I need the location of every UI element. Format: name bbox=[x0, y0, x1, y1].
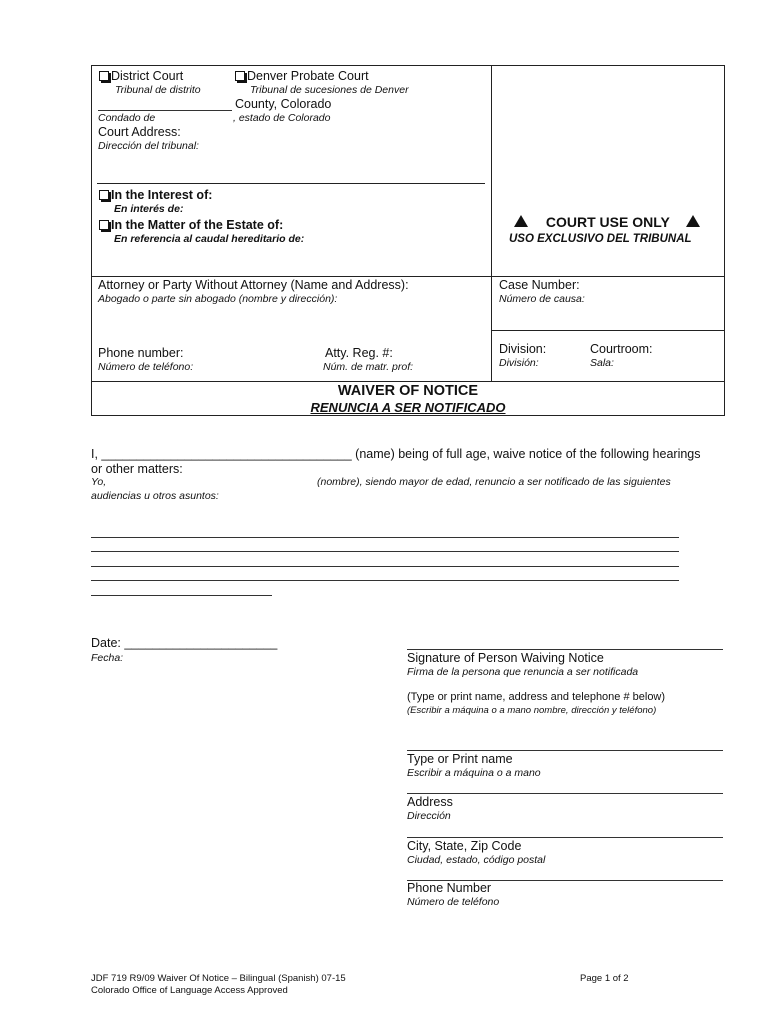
county-blank[interactable] bbox=[98, 110, 232, 111]
matter-estate-option[interactable] bbox=[99, 218, 283, 232]
court-use-label: COURT USE ONLY bbox=[545, 214, 670, 230]
court-address-label: Court Address: bbox=[98, 125, 181, 139]
county-colorado-label: County, Colorado bbox=[235, 97, 332, 111]
city-label: City, State, Zip Code bbox=[407, 839, 522, 853]
matters-line[interactable] bbox=[91, 566, 679, 567]
page-title: WAIVER OF NOTICE bbox=[337, 383, 479, 399]
in-interest-label-es: En interés de: bbox=[114, 203, 184, 215]
matter-estate-label: In the Matter of the Estate of: bbox=[111, 218, 284, 232]
phone-number-label: Phone Number bbox=[407, 881, 492, 895]
phone-label-es: Número de teléfono: bbox=[98, 361, 194, 373]
in-interest-checkbox[interactable] bbox=[99, 190, 109, 200]
caption-divider-case bbox=[491, 330, 725, 331]
atty-reg-label-es: Núm. de matr. prof: bbox=[323, 361, 414, 373]
attorney-label-es: Abogado o parte sin abogado (nombre y dirección): bbox=[98, 293, 338, 305]
division-label-es: División: bbox=[499, 357, 539, 369]
in-interest-label: In the Interest of: bbox=[111, 188, 213, 202]
caption-divider-attorney bbox=[91, 276, 725, 277]
print-name-line[interactable] bbox=[407, 750, 723, 751]
district-court-label: District Court bbox=[111, 69, 184, 83]
state-label-es: , estado de Colorado bbox=[233, 112, 331, 124]
address-label: Address bbox=[407, 795, 453, 809]
waiver-statement-es-a: Yo, bbox=[91, 476, 107, 488]
attorney-label: Attorney or Party Without Attorney (Name and Address): bbox=[98, 278, 409, 292]
matters-line[interactable] bbox=[91, 551, 679, 552]
print-name-label-es: Escribir a máquina o a mano bbox=[407, 767, 541, 779]
phone-number-label-es: Número de teléfono bbox=[407, 896, 500, 908]
matters-line[interactable] bbox=[91, 595, 272, 596]
signature-note-es: (Escribir a máquina o a mano nombre, dirección y teléfono) bbox=[407, 705, 657, 716]
date-field[interactable]: Date: ______________________ bbox=[91, 636, 278, 650]
caption-divider-interest bbox=[97, 183, 485, 184]
signature-note: (Type or print name, address and telephone # below) bbox=[407, 691, 666, 703]
denver-probate-option[interactable] bbox=[235, 69, 369, 83]
case-number-label: Case Number: bbox=[499, 278, 580, 292]
court-address-label-es: Dirección del tribunal: bbox=[98, 140, 199, 152]
district-court-label-es: Tribunal de distrito bbox=[115, 84, 201, 96]
address-label-es: Dirección bbox=[407, 810, 451, 822]
waiver-statement-es-b: (nombre), siendo mayor de edad, renuncio a ser notificado de las siguientes bbox=[317, 476, 671, 488]
triangle-up-icon bbox=[686, 215, 700, 227]
form-id: JDF 719 R9/09 Waiver Of Notice – Bilingual (Spanish) 07-15 bbox=[91, 973, 346, 984]
print-name-label: Type or Print name bbox=[407, 752, 513, 766]
city-label-es: Ciudad, estado, código postal bbox=[407, 854, 546, 866]
signature-label: Signature of Person Waiving Notice bbox=[407, 651, 604, 665]
waiver-statement-es-c: audiencias u otros asuntos: bbox=[91, 490, 219, 502]
district-court-checkbox[interactable] bbox=[99, 71, 109, 81]
county-label-es: Condado de bbox=[98, 112, 156, 124]
district-court-option[interactable] bbox=[99, 69, 183, 83]
atty-reg-label: Atty. Reg. #: bbox=[325, 346, 393, 360]
page-number: Page 1 of 2 bbox=[580, 973, 629, 984]
matter-estate-label-es: En referencia al caudal hereditario de: bbox=[114, 233, 305, 245]
signature-line[interactable] bbox=[407, 649, 723, 650]
court-use-heading bbox=[514, 214, 700, 230]
matters-line[interactable] bbox=[91, 537, 679, 538]
waiver-statement-cont: or other matters: bbox=[91, 462, 183, 476]
denver-probate-label-es: Tribunal de sucesiones de Denver bbox=[250, 84, 409, 96]
denver-probate-checkbox[interactable] bbox=[235, 71, 245, 81]
signature-label-es: Firma de la persona que renuncia a ser notificada bbox=[407, 666, 639, 678]
address-line[interactable] bbox=[407, 793, 723, 794]
courtroom-label: Courtroom: bbox=[590, 342, 653, 356]
court-use-label-es: USO EXCLUSIVO DEL TRIBUNAL bbox=[509, 233, 692, 245]
city-line[interactable] bbox=[407, 837, 723, 838]
triangle-up-icon bbox=[514, 215, 528, 227]
division-label: Division: bbox=[499, 342, 547, 356]
caption-divider-vertical bbox=[491, 65, 492, 381]
waiver-statement: I, ____________________________________ (name) being of full age, waive notice of the following hearings bbox=[91, 447, 701, 461]
matters-line[interactable] bbox=[91, 580, 679, 581]
caption-divider-title bbox=[91, 381, 725, 382]
case-number-label-es: Número de causa: bbox=[499, 293, 585, 305]
phone-label: Phone number: bbox=[98, 346, 184, 360]
denver-probate-label: Denver Probate Court bbox=[247, 69, 369, 83]
courtroom-label-es: Sala: bbox=[590, 357, 614, 369]
in-interest-option[interactable] bbox=[99, 188, 212, 202]
date-label-es: Fecha: bbox=[91, 652, 124, 664]
approval-note: Colorado Office of Language Access Approved bbox=[91, 985, 288, 996]
matter-estate-checkbox[interactable] bbox=[99, 220, 109, 230]
page-title-es: RENUNCIA A SER NOTIFICADO bbox=[310, 400, 506, 415]
